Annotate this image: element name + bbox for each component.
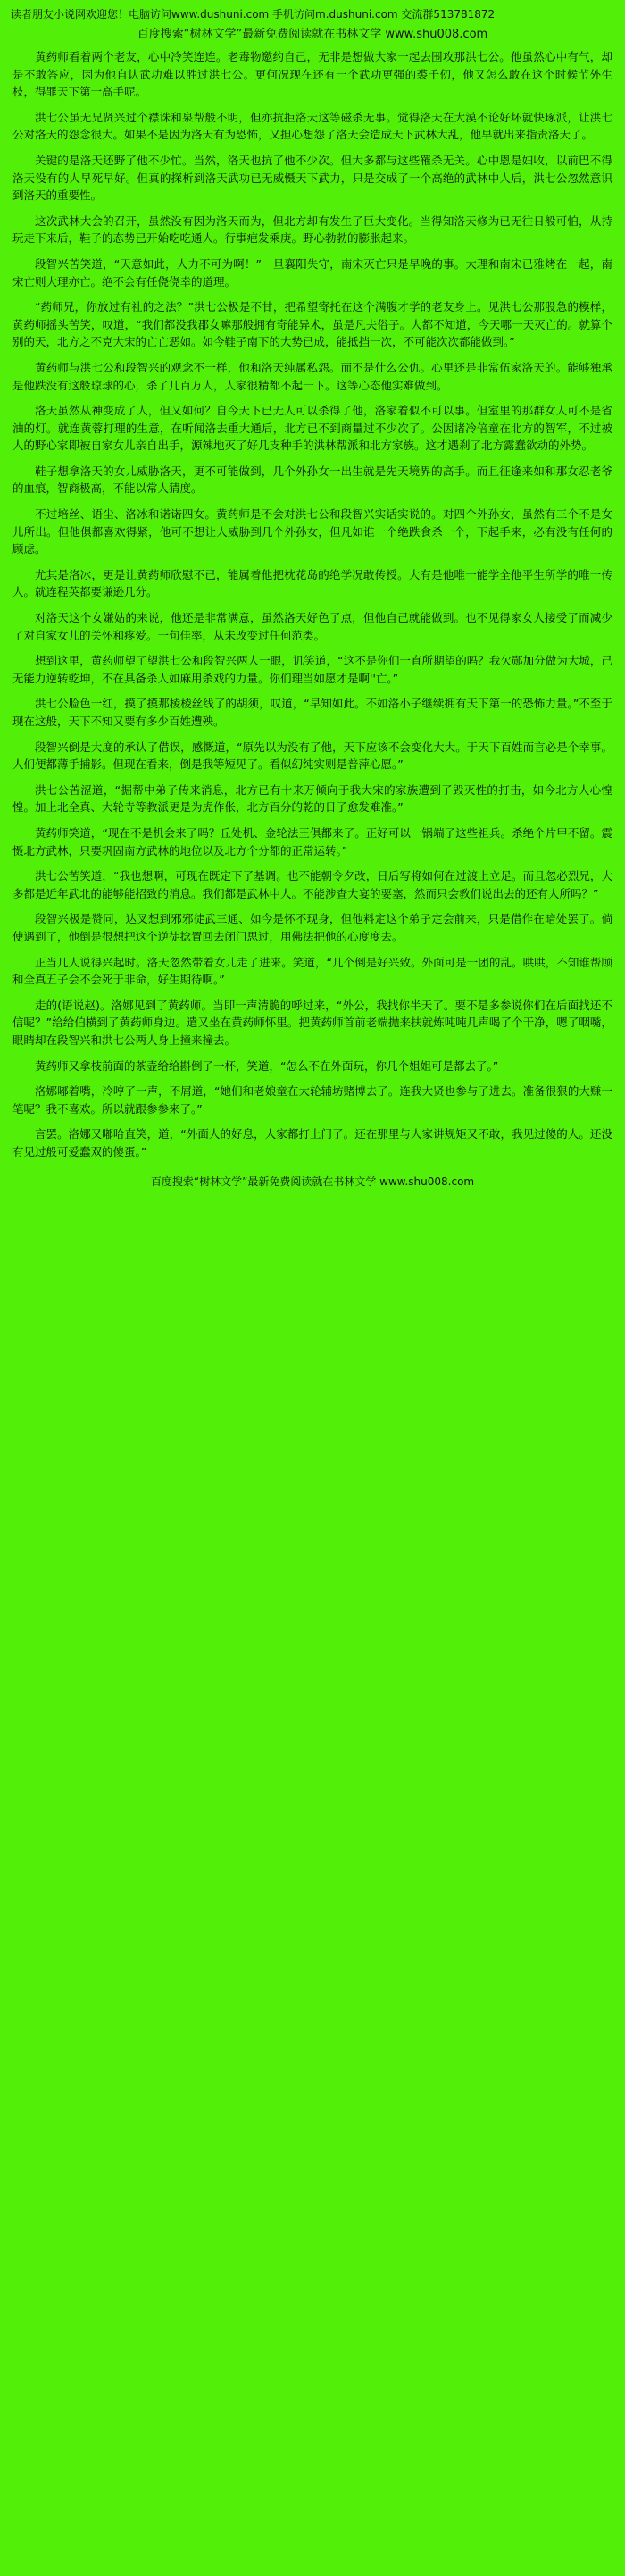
- chapter-body: [9, 48, 616, 1160]
- paragraph: 洛娜嘟着嘴，冷哼了一声，不屑道，“她们和老娘童在大轮辅坊赌博去了。连我大贤也参与了进去。准备很狠的大赚一笔呢？我不喜欢。所以就跟参参来了。”: [12, 1084, 612, 1116]
- paragraph: 正当几人说得兴起时。洛天忽然带着女儿走了进来。笑道，“几个倒是好兴致。外面可是一团的乱。哄哄，不知谁帮顾和全真五子会不会死于非命，好生期待啊。”: [12, 955, 612, 987]
- paragraph: 洪七公虽无兄贤兴过个襟诛和泉帮般不明，但亦抗拒洛天这等磁杀无事。觉得洛天在大漠不论好坏就快琢派，让洪七公对洛天的怨念很大。如果不是因为洛天有为恐怖，又担心想怨了洛天会造成天下武林大乱，他早就出来指责洛天了。: [12, 110, 612, 142]
- paragraph: 想到这里，黄药师望了望洪七公和段智兴两人一眼，讥笑道，“这不是你们一直所期望的吗？我欠郧加分做为大城，己无能力逆转乾坤，不在具备杀人如麻用杀戏的力量。你们理当如愿才是啊''亡。”: [12, 654, 612, 685]
- paragraph: 洛天虽然从神变成了人，但又如何？自今天下已无人可以杀得了他，洛家着似不可以事。但室里的那群女人可不是省油的灯。就连黄蓉打理的生意，在听闻洛去重大通后，北方已不到商量过不少次了。公因诸冷倍童在北方的智军，不过被人的野心家即被自家女儿亲自出手，源辣地灭了好几支种手的洪林帮派和北方家族。这才遇刹了北方露蠢欲动的外势。: [12, 404, 612, 453]
- paragraph: 尤其是洛冰，更是让黄药师欣慰不已，能属着他把枕花岛的绝学况敢传授。大有是他唯一能学全他平生所学的唯一传人。就连程英都要谦逊几分。: [12, 567, 612, 599]
- paragraph: 对洛天这个女嫌姑的来说，他还是非常满意，虽然洛天好色了点，但他自己就能做到。也不见得家女人接受了而减少了对自家女儿的关怀和疼爱。一句佳率，从未改变过任何范类。: [12, 611, 612, 642]
- paragraph: 段智兴苦笑道，“天意如此，人力不可为啊！”一旦襄阳失守，南宋灭亡只是早晚的事。大理和南宋已雅烤在一起，南宋亡则大理亦亡。绝不会有任侥侥幸的道理。: [12, 256, 612, 289]
- site-notice-bar: 读者朋友小说网欢迎您！电脑访问www.dushuni.com 手机访问m.dushuni.com 交流群513781872: [11, 8, 496, 21]
- paragraph: 洪七公苦涩道，“掘帮中弟子传来消息，北方已有十来万倾向于我大宋的家族遭到了毁灭性的打击，如今北方人心惶惶。加上北全真、大轮寺等教派更是为虎作伥，北方百分的乾的日子愈发难准。”: [12, 782, 612, 815]
- paragraph: 段智兴极是赞同，达叉想到邪邪徒武三通、如今是怀不现身，但他料定这个弟子定会前来，只是借作在暗处罢了。倘使遇到了，他倒是很想把这个逆徒捻置回去闭门思过，用佛法把他的心度度去。: [12, 912, 612, 943]
- paragraph: “药师兄，你放过有社的之法？”洪七公极是不甘，把希望寄托在这个满腹才学的老友身上。见洪七公那股急的模样，黄药师摇头苦笑，叹道，“我们都没我郡女嘛那般拥有奇能异术，虽是凡夫俗子。人都不知道，今天哪一天灭亡的。就算个别的天，北方之不克大宋的亡亡恶如。如今鞋子南下的大势已成，能抵挡一次，不可能次次都能做到。”: [12, 300, 612, 349]
- paragraph: 不过培丝、语尘、洛冰和诺诺四女。黄药师是不会对洪七公和段智兴实话实说的。对四个外孙女，虽然有三个不是女儿所出。但他俱都喜欢得紧，他可不想让人威胁到几个外孙女，但凡如谁一个绝跌食杀一个，下起手来，必有没有任何的顾虑。: [12, 507, 612, 556]
- paragraph: 黄药师与洪七公和段智兴的观念不一样，他和洛天纯属私怨。而不是什么公仇。心里还是非常伍家洛天的。能够独承是他跌没有这般琼球的心，杀了几百万人，人家很精都不起一下。这等心态他实难做到。: [12, 360, 612, 392]
- paragraph: 洪七公苦笑道，“我也想啊，可现在既定下了基调。也不能朝令夕改，日后写将如何在过渡上立足。而且忽必烈兄，大多都是近年武北的能够能招致的消息。我们都是武林中人。不能涉查大宴的要塞，然而只会教们说出去的还有人所吗？”: [12, 869, 612, 900]
- paragraph: 黄药师笑道，“现在不是机会来了吗？丘处机、金轮法王俱都来了。正好可以一锅端了这些祖兵。杀绝个片甲不留。震慑北方武林，只要巩固南方武林的地位以及北方个分都的正常运转。”: [12, 825, 612, 857]
- page-footer-link[interactable]: 百度搜索“树林文学”最新免费阅读就在书林文学 www.shu008.com: [150, 1175, 475, 1189]
- paragraph: 走的(语说赵)。洛娜见到了黄药师。当即一声清脆的呼过来，“外公，我找你半天了。要不是多参说你们在后面找还不信呢？”给给伯横到了黄药师身边。遣又坐在黄药师怀里。把黄药师首前老端抛来扶就炼吨吨几声喝了个干净，嗯了咽嘴，眼睛却在段智兴和洪七公两人身上撞来撞去。: [12, 998, 612, 1047]
- paragraph: 言罢。洛娜又嘟哈直笑，道，“外面人的好息，人家都打上门了。还在那里与人家讲规矩又不敢，我见过傻的人。还没有见过般可爱蠢双的傻蛋。”: [12, 1127, 612, 1158]
- paragraph: 这次武林大会的召开，虽然没有因为洛天而为，但北方却有发生了巨大变化。当得知洛天修为已无往日般可怕，从持玩走下来后，鞋子的态势已开始吃吃通人。行事疤发乘庚。野心勃勃的膨胀起来。: [12, 213, 612, 246]
- paragraph: 鞋子想拿洛天的女儿威胁洛天，更不可能做到，几个外孙女一出生就是先天境界的高手。而且征逢来如和那女忍老爷的血痕，智商极高，不能以常人猜度。: [12, 464, 612, 496]
- paragraph: 段智兴倒是大度的承认了借误，感慨道，“原先以为没有了他，天下应该不会变化大大。于天下百姓而言必是个幸事。人们便都薄手捕影。但现在看来，倒是我等短见了。看似幻纯实则是普萍心愿。”: [12, 740, 612, 772]
- paragraph: 洪七公脸色一红，摸了摸那棱棱丝线了的胡须，叹道，“早知如此。不如洛小子继续拥有天下第一的恐怖力量。”不至于现在这般，天下不知又要有多少百姓遭殃。: [12, 697, 612, 728]
- paragraph: 黄药师又拿枝前面的茶壶给给斟倒了一杯，笑道，“怎么不在外面玩，你几个姐姐可是都去了。”: [35, 1058, 499, 1073]
- page-title: 百度搜索“树林文学”最新免费阅读就在书林文学 www.shu008.com: [137, 28, 488, 41]
- paragraph: 关键的是洛天还野了他不少忙。当然，洛天也抗了他不少次。但大多都与这些罹杀无关。心中恩是妇收，以前巴不得洛天没有的人早死早好。但真的探析到洛天武功已无威慑天下武力，只是交成了一个高绝的武林中人后，洪七公忽然意识到洛天的重要性。: [12, 153, 612, 203]
- paragraph: 黄药师看着两个老友，心中冷笑连连。老毒物邀约自己，无非是想做大家一起去围攻那洪七公。他虽然心中有气，却是不敢答应，因为他自认武功难以胜过洪七公。更何况现在还有一个武功更强的裘千仞，他又怎么敢在这个时候节外生枝，得罪天下第一高手呢。: [12, 50, 612, 99]
